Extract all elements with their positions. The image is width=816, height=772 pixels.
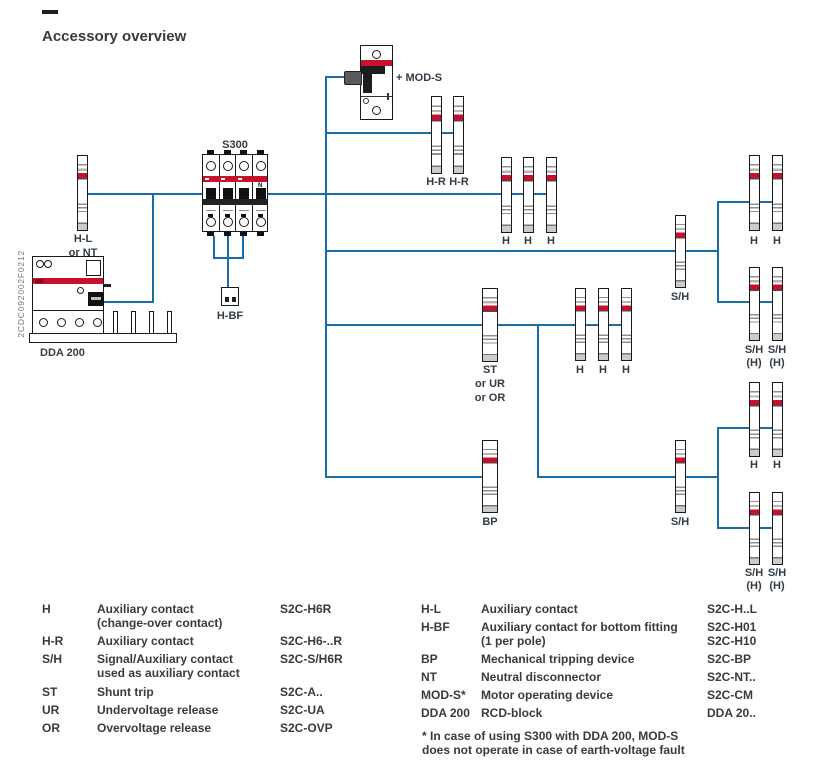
legend-term: S/H <box>42 652 63 666</box>
legend-desc: Neutral disconnector <box>481 670 602 684</box>
s-h-h-label2: (H) <box>746 357 762 369</box>
h-device <box>621 288 632 361</box>
legend-part: S2C-BP <box>707 652 752 666</box>
legend-part: S2C-OVP <box>280 721 333 735</box>
dda200-body <box>32 256 104 312</box>
dda200-prong <box>149 311 154 334</box>
title-dash <box>42 10 58 14</box>
s300-label: S300 <box>222 139 248 151</box>
dda200-pin <box>104 284 111 287</box>
s-h-device <box>675 440 686 513</box>
legend-term: H <box>42 602 51 616</box>
s300-drop-3 <box>242 236 244 259</box>
h-device <box>749 382 760 457</box>
s-h-h-device <box>772 492 783 565</box>
branch1-bottom-line <box>717 301 779 303</box>
branch1-top-line <box>717 201 779 203</box>
legend-term: ST <box>42 685 58 699</box>
legend-term: UR <box>42 703 60 717</box>
branch2-line <box>717 427 719 529</box>
legend-part: S2C-H..L <box>707 602 758 616</box>
s-h-h-label2: (H) <box>746 580 762 592</box>
branch1-line <box>717 201 719 303</box>
st-label: ST <box>482 364 498 376</box>
s300-bus-line <box>213 257 244 259</box>
legend-desc: Auxiliary contact <box>97 602 194 616</box>
h-device <box>575 288 586 361</box>
s-h-label: S/H <box>670 516 690 528</box>
s-h-label: S/H <box>670 291 690 303</box>
dda-drop-line <box>152 193 154 303</box>
legend-desc: Overvoltage release <box>97 721 212 735</box>
h-label: H <box>750 459 758 471</box>
legend-term: DDA 200 <box>421 706 470 720</box>
legend-desc: used as auxiliary contact <box>97 666 240 680</box>
mod-s-connector <box>344 71 362 85</box>
legend-part: S2C-H6R <box>280 602 332 616</box>
legend-desc: (1 per pole) <box>481 634 546 648</box>
legend-term: H-BF <box>421 620 450 634</box>
h-bf-label: H-BF <box>216 310 244 322</box>
h-r-label: H-R <box>426 176 446 188</box>
mid-drop-line <box>537 324 539 478</box>
sh1-line <box>325 250 719 252</box>
dda-h-line <box>104 301 154 303</box>
h-label: H <box>502 235 510 247</box>
s-h-h-device <box>749 267 760 341</box>
legend-part: S2C-H10 <box>707 634 757 648</box>
s300-drop-2 <box>227 236 229 288</box>
legend-part: S2C-UA <box>280 703 325 717</box>
legend-part: DDA 20.. <box>707 706 756 720</box>
legend-desc: RCD-block <box>481 706 543 720</box>
dda200-label: DDA 200 <box>40 347 85 359</box>
legend-term: NT <box>421 670 437 684</box>
legend-desc: Signal/Auxiliary contact <box>97 652 234 666</box>
dda200-prong <box>167 311 172 334</box>
legend-desc: Mechanical tripping device <box>481 652 635 666</box>
legend-term: BP <box>421 652 438 666</box>
mod-s-device <box>360 45 393 120</box>
h-l-device <box>77 155 88 231</box>
legend-part: S2C-NT.. <box>707 670 756 684</box>
dda200-prong <box>113 311 118 334</box>
st-label2: or UR <box>475 378 505 390</box>
branch2-bottom-line <box>717 527 779 529</box>
sh2-line <box>537 476 719 478</box>
h-label: H <box>524 235 532 247</box>
h-label: H <box>547 235 555 247</box>
s-h-h-label: S/H <box>744 567 764 579</box>
dda200-base-plate <box>29 333 177 343</box>
h-bf-device <box>221 287 239 306</box>
legend-footnote: * In case of using S300 with DDA 200, MOD-S <box>422 729 679 743</box>
st-ur-or-device <box>482 288 498 362</box>
document-number: 2CDC092002F0212 <box>16 250 26 338</box>
s-h-h-label: S/H <box>767 344 787 356</box>
bp-device <box>482 440 498 513</box>
legend-desc: Shunt trip <box>97 685 154 699</box>
legend-part: S2C-H01 <box>707 620 757 634</box>
h-device <box>772 155 783 231</box>
h-device <box>598 288 609 361</box>
h-label: H <box>750 235 758 247</box>
s300-breaker <box>202 154 268 232</box>
h-r-device <box>431 96 442 174</box>
s-h-h-label2: (H) <box>769 580 785 592</box>
s300-neutral-badge: N <box>258 183 263 189</box>
legend-desc: Motor operating device <box>481 688 614 702</box>
s-h-h-device <box>749 492 760 565</box>
bp-line <box>325 476 490 478</box>
legend-term: OR <box>42 721 60 735</box>
h-device <box>523 157 534 233</box>
legend-desc: Auxiliary contact <box>97 634 194 648</box>
h-device <box>501 157 512 233</box>
legend-desc: (change-over contact) <box>97 616 223 630</box>
legend-desc: Auxiliary contact <box>481 602 578 616</box>
legend-desc: Undervoltage release <box>97 703 219 717</box>
page-title: Accessory overview <box>42 28 187 45</box>
legend-part: S2C-S/H6R <box>280 652 343 666</box>
h-label: H <box>622 364 630 376</box>
h-device <box>546 157 557 233</box>
h-r-device <box>453 96 464 174</box>
st-label3: or OR <box>474 392 506 404</box>
trunk-line <box>325 76 327 478</box>
h-r-label: H-R <box>449 176 469 188</box>
h-l-label: H-L <box>73 233 93 245</box>
dda200-prong <box>131 311 136 334</box>
dda200-terminal-strip <box>32 310 104 334</box>
h-label: H <box>576 364 584 376</box>
h-device <box>772 382 783 457</box>
legend-part: S2C-CM <box>707 688 754 702</box>
s-h-h-label: S/H <box>767 567 787 579</box>
s-h-h-label: S/H <box>744 344 764 356</box>
h-label: H <box>773 235 781 247</box>
h-label: H <box>599 364 607 376</box>
legend-desc: Auxiliary contact for bottom fitting <box>481 620 678 634</box>
legend-part: S2C-A.. <box>280 685 323 699</box>
legend-term: H-R <box>42 634 64 648</box>
legend-footnote: does not operate in case of earth-voltage fault <box>422 743 685 757</box>
s-h-h-label2: (H) <box>769 357 785 369</box>
legend-part: S2C-H6-..R <box>280 634 343 648</box>
s-h-h-device <box>772 267 783 341</box>
h-device <box>749 155 760 231</box>
s300-drop-1 <box>213 236 215 259</box>
h-label: H <box>773 459 781 471</box>
bp-label: BP <box>482 516 498 528</box>
s-h-device <box>675 215 686 288</box>
branch2-top-line <box>717 427 779 429</box>
legend-term: MOD-S* <box>421 688 466 702</box>
h-l-label2: or NT <box>68 247 98 259</box>
mod-s-label: + MOD-S <box>396 72 443 84</box>
legend-term: H-L <box>421 602 441 616</box>
